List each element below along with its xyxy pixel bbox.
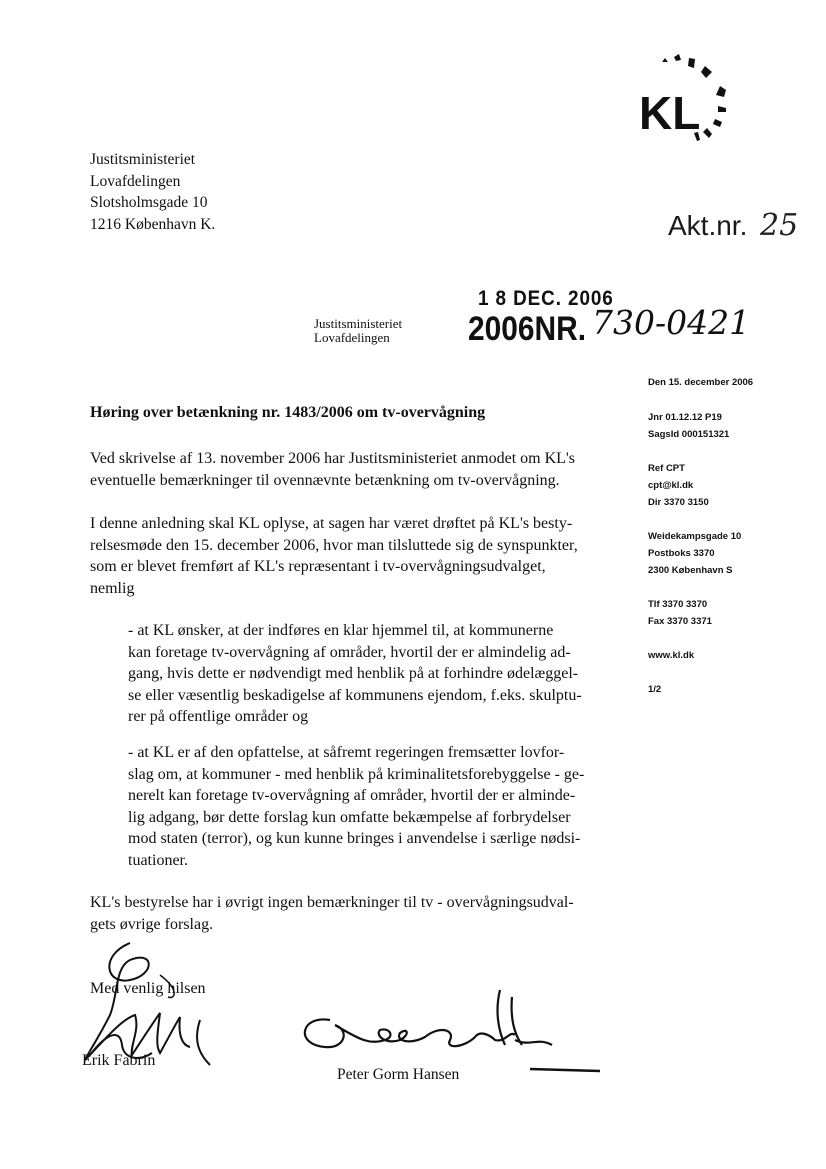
- stamp-journal-number: 2006NR.: [468, 310, 587, 348]
- bullet-line: kan foretage tv-overvågning af områder, hvortil der er almindelig ad-: [128, 643, 571, 661]
- svg-text:KL: KL: [639, 87, 701, 139]
- sidebar-phone: [648, 596, 712, 630]
- bullet-2: [128, 742, 613, 871]
- sidebar-contact: [648, 460, 709, 511]
- akt-nr-handwritten: 25: [760, 208, 799, 243]
- signature-left: [60, 935, 230, 1075]
- signer-left-name: Erik Fabrin: [82, 1052, 156, 1069]
- po-box: Postboks 3370: [648, 548, 715, 559]
- paragraph-line: eventuelle bemærkninger til ovennævnte betænkning om tv-overvågning.: [90, 471, 560, 489]
- paragraph-2: [90, 513, 618, 599]
- bullet-line: gang, hvis dette er nødvendigt med henblik på at forhindre ødelæggel-: [128, 665, 579, 682]
- postal-city: 2300 København S: [648, 565, 733, 576]
- bullet-1: [128, 620, 613, 728]
- bullet-line: se eller væsentlig beskadigelse af kommunens ejendom, f.eks. skulptu-: [128, 686, 582, 704]
- recipient-line: Justitsministeriet: [90, 151, 196, 168]
- bullet-line: nerelt kan foretage tv-overvågning af områder, hvortil der er alminde-: [128, 787, 576, 804]
- letter-subject: Høring over betænkning nr. 1483/2006 om tv-overvågning: [90, 404, 486, 421]
- phone-number: Tlf 3370 3370: [648, 599, 708, 610]
- bullet-line: - at KL er af den opfattelse, at såfremt regeringen fremsætter lovfor-: [128, 744, 565, 761]
- stamp-handwritten-number: 730-0421: [592, 303, 751, 342]
- direct-phone: Dir 3370 3150: [648, 497, 709, 508]
- page-number: 1/2: [648, 684, 662, 695]
- sidebar-reference: [648, 409, 729, 443]
- kl-logo-icon: [636, 52, 736, 152]
- bullet-line: - at KL ønsker, at der indføres en klar hjemmel til, at kommunerne: [128, 622, 554, 639]
- signature-right: [290, 985, 610, 1075]
- bullet-line: tuationer.: [128, 851, 188, 869]
- recipient-line: Lovafdelingen: [90, 172, 181, 190]
- akt-nr-label: Akt.nr.: [668, 210, 748, 241]
- case-id: SagsId 000151321: [648, 429, 730, 440]
- bullet-line: lig adgang, bør dette forslag kun omfatte bekæmpelse af forbrydelser: [128, 808, 571, 826]
- bullet-line: mod staten (terror), og kun kunne bringes i anvendelse i særlige nødsi-: [128, 830, 581, 847]
- street-address: Weidekampsgade 10: [648, 531, 742, 542]
- stamp-ministry: [314, 317, 402, 345]
- paragraph-line: nemlig: [90, 579, 135, 597]
- paragraph-line: relsesmøde den 15. december 2006, hvor man tilsluttede sig de synspunkter,: [90, 536, 578, 554]
- stamp-date: 1 8 DEC. 2006: [478, 287, 614, 310]
- paragraph-line: gets øvrige forslag.: [90, 915, 214, 933]
- letter-date: Den 15. december 2006: [648, 377, 754, 388]
- paragraph-line: KL's bestyrelse har i øvrigt ingen bemærkninger til tv - overvågningsudval-: [90, 894, 574, 911]
- website: www.kl.dk: [648, 650, 695, 661]
- kl-logo: [636, 52, 736, 152]
- ref-initials: Ref CPT: [648, 463, 685, 474]
- paragraph-3: [90, 892, 618, 935]
- stamp-ministry-line: Lovafdelingen: [314, 330, 390, 345]
- recipient-address: [90, 149, 215, 235]
- bullet-line: rer på offentlige områder og: [128, 708, 309, 725]
- paragraph-line: Ved skrivelse af 13. november 2006 har Justitsministeriet anmodet om KL's: [90, 450, 576, 467]
- paragraph-line: som er blevet fremført af KL's repræsentant i tv-overvågningsudvalget,: [90, 558, 546, 575]
- paragraph-line: I denne anledning skal KL oplyse, at sagen har været drøftet på KL's besty-: [90, 515, 573, 532]
- paragraph-1: [90, 448, 618, 491]
- recipient-line: 1216 København K.: [90, 215, 216, 233]
- bullet-line: slag om, at kommuner - med henblik på kriminalitetsforebyggelse - ge-: [128, 765, 585, 783]
- journal-number: Jnr 01.12.12 P19: [648, 412, 722, 423]
- stamp-ministry-line: Justitsministeriet: [314, 316, 403, 331]
- recipient-line: Slotsholmsgade 10: [90, 194, 208, 211]
- closing-greeting: Med venlig hilsen: [90, 980, 206, 997]
- signer-right-name: Peter Gorm Hansen: [337, 1066, 460, 1083]
- fax-number: Fax 3370 3371: [648, 616, 712, 627]
- sidebar-address: [648, 528, 741, 579]
- contact-email: cpt@kl.dk: [648, 480, 694, 491]
